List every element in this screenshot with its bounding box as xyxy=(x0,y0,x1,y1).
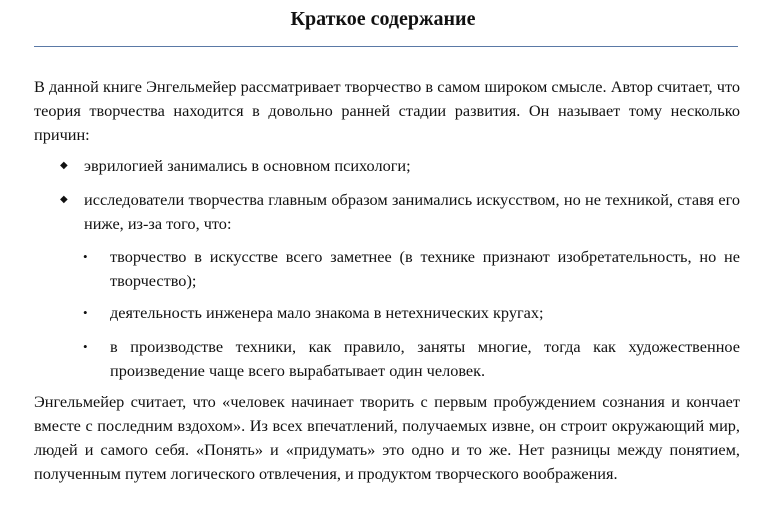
sub-list-item xyxy=(83,301,740,325)
title-divider xyxy=(34,46,738,47)
list-item-text: исследователи творчества главным образом занимались искусством, но не техникой, ставя его ниже, из-за того, что: xyxy=(84,190,740,233)
sub-list-item-text: творчество в искусстве всего заметнее (в технике признают изобретательность, но не творчество); xyxy=(110,247,740,290)
diamond-bullet-icon: ◆ xyxy=(60,160,68,171)
list-item xyxy=(60,154,740,178)
round-bullet-icon: • xyxy=(83,339,88,354)
page-title: Краткое содержание xyxy=(290,8,476,30)
intro-paragraph: В данной книге Энгельмейер рассматривает творчество в самом широком смысле. Автор считает, что теория творчества находится в довольно ранней стадии развития. Он называет тому несколько причин: xyxy=(34,77,740,144)
sub-list-item xyxy=(83,245,740,293)
diamond-bullet-icon: ◆ xyxy=(60,194,68,205)
sub-list-item-text: деятельность инженера мало знакома в нетехнических кругах; xyxy=(110,303,544,322)
sub-list-item-text: в производстве техники, как правило, заняты многие, тогда как художественное произведение чаще всего вырабатывает один человек. xyxy=(110,337,740,380)
closing-paragraph: Энгельмейер считает, что «человек начинает творить с первым пробуждением сознания и кончает вместе с последним вздохом». Из всех впечатлений, получаемых извне, он строит окружающий мир, людей и самого себя. «Понять» и «придумать» это одно и то же. Нет разницы между понятием, полученным путем логического отвлечения, и продуктом творческого воображения. xyxy=(34,392,740,483)
round-bullet-icon: • xyxy=(83,249,88,264)
list-item xyxy=(60,188,740,236)
list-item-text: эврилогией занимались в основном психологи; xyxy=(84,156,411,175)
sub-list-item xyxy=(83,335,740,383)
round-bullet-icon: • xyxy=(83,305,88,320)
